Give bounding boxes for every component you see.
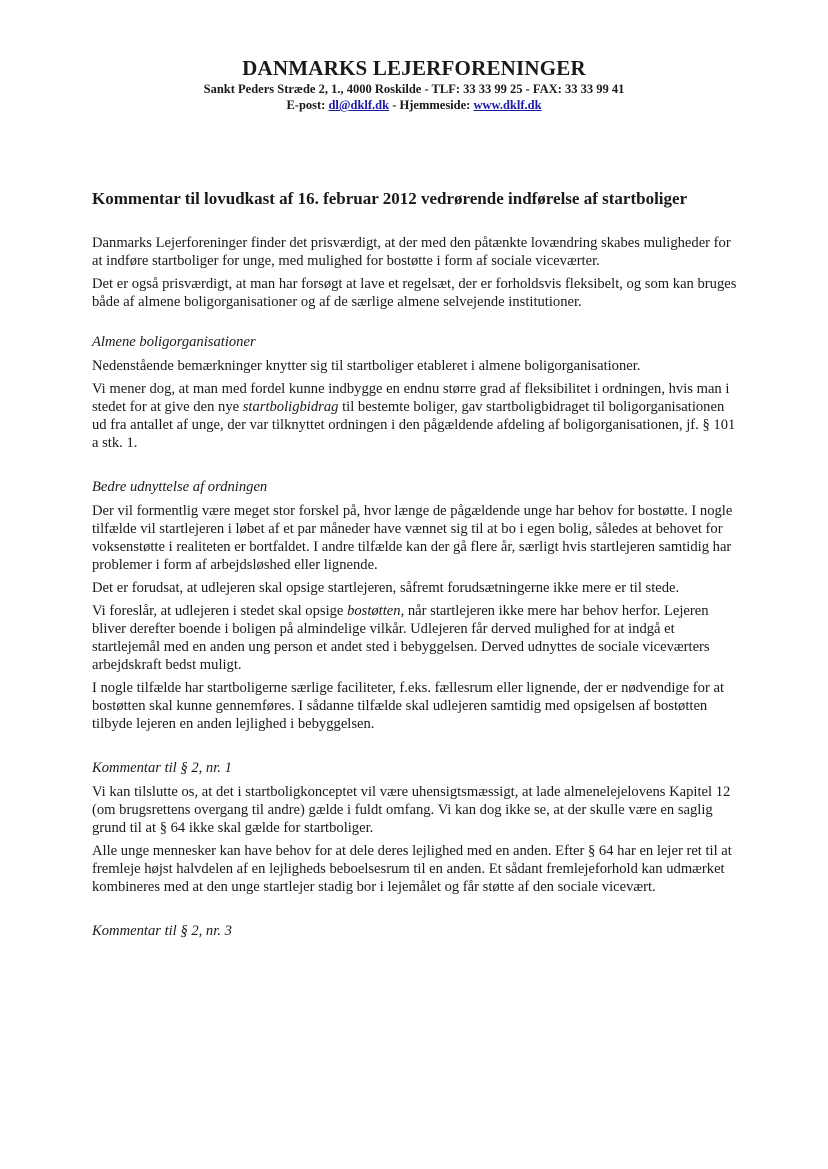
website-link[interactable]: www.dklf.dk	[473, 98, 542, 112]
section-heading-bedre: Bedre udnyttelse af ordningen	[92, 479, 268, 495]
almene-paragraph-1: Nedenstående bemærkninger knytter sig til startboliger etableret i almene boligorganisationer.	[92, 358, 641, 374]
section-heading-kommentar-1: Kommentar til § 2, nr. 1	[92, 760, 232, 776]
document-title: Kommentar til lovudkast af 16. februar 2012 vedrørende indførelse af startboliger	[92, 189, 688, 208]
almene-p2-start: Vi mener dog, at man med fordel kunne indbygge en endnu større grad af fleksibilitet i ordningen, hvis man i stedet for at give den nye	[92, 381, 730, 415]
email-label: E-post:	[286, 98, 329, 112]
bedre-paragraph-4: I nogle tilfælde har startboligerne særlige faciliteter, f.eks. fællesrum eller lignende, der er nødvendige for at bostøtten skal kunne gennemføres. I sådanne tilfælde skal udlejeren samtidig med opsigelsen af bostøtten tilbyde lejeren en anden lejlighed i bebyggelsen.	[92, 680, 724, 732]
kommentar-1-paragraph-2: Alle unge mennesker kan have behov for at dele deres lejlighed med en anden. Efter § 64 har en lejer ret til at fremleje højst halvdelen af en lejligheds beboelsesrum til en anden. Et sådant fremlejeforhold kan udmærket kombineres med at den unge startlejer stadig bor i lejemålet og får støtte af den sociale vicevært.	[92, 843, 732, 895]
section-heading-kommentar-3: Kommentar til § 2, nr. 3	[92, 923, 232, 939]
almene-p2-emphasis: startboligbidrag	[242, 399, 339, 415]
bedre-p3-start: Vi foreslår, at udlejeren i stedet skal opsige	[92, 603, 348, 619]
intro-paragraph-2: Det er også prisværdigt, at man har forsøgt at lave et regelsæt, der er forholdsvis fleksibelt, og som kan bruges både af almene boligorganisationer og af de særlige almene selvejende institutioner.	[92, 276, 737, 310]
intro-paragraph-1: Danmarks Lejerforeninger finder det prisværdigt, at der med den påtænkte lovændring skabes muligheder for at indføre startboliger for unge, med mulighed for bostøtte i form af sociale viceværter.	[92, 235, 731, 269]
bedre-paragraph-2: Det er forudsat, at udlejeren skal opsige startlejeren, såfremt forudsætningerne ikke mere er til stede.	[92, 580, 680, 596]
organization-address: Sankt Peders Stræde 2, 1., 4000 Roskilde - TLF: 33 33 99 25 - FAX: 33 33 99 41	[203, 82, 625, 96]
bedre-p3-end: , når startlejeren ikke mere har behov herfor. Lejeren bliver derefter boende i boligen på almindelige vilkår. Udlejeren får derved mulighed for at indgå et startlejemål med en anden ung person et andet sted i bebyggelsen. Derved udnyttes de sociale viceværters arbejdskraft bedst muligt.	[92, 603, 710, 673]
organization-contact	[0, 97, 828, 113]
organization-name: DANMARKS LEJERFORENINGER	[242, 56, 586, 80]
bedre-p3-emphasis: bostøtten	[347, 603, 401, 619]
letterhead	[0, 55, 828, 113]
bedre-paragraph-1: Der vil formentlig være meget stor forskel på, hvor længe de pågældende unge har behov for bostøtte. I nogle tilfælde vil startlejeren i løbet af et par måneder have vænnet sig til at bo i egen bolig, således at behovet for voksenstøtte i realiteten er bortfaldet. I andre tilfælde kan der gå flere år, særligt hvis startlejeren samtidig har problemer i form af arbejdsløshed eller lignende.	[92, 503, 733, 573]
section-heading-almene: Almene boligorganisationer	[92, 334, 256, 350]
email-link[interactable]: dl@dklf.dk	[328, 98, 390, 112]
website-label: - Hjemmeside:	[389, 98, 474, 112]
bedre-paragraph-3	[92, 602, 742, 674]
almene-p2-end: til bestemte boliger, gav startboligbidraget til boligorganisationen ud fra antallet af unge, der var tilknyttet ordningen i den pågældende afdeling af boligorganisationen, jf. § 101 a stk. 1.	[92, 399, 736, 451]
document-body	[92, 188, 742, 946]
almene-paragraph-2	[92, 380, 742, 452]
kommentar-1-paragraph-1: Vi kan tilslutte os, at det i startboligkonceptet vil være uhensigtsmæssigt, at lade almenelejelovens Kapitel 12 (om brugsrettens overgang til andre) gælde i fuldt omfang. Vi kan dog ikke se, at der skulle være en saglig grund til at § 64 ikke skal gælde for startboliger.	[92, 784, 731, 836]
